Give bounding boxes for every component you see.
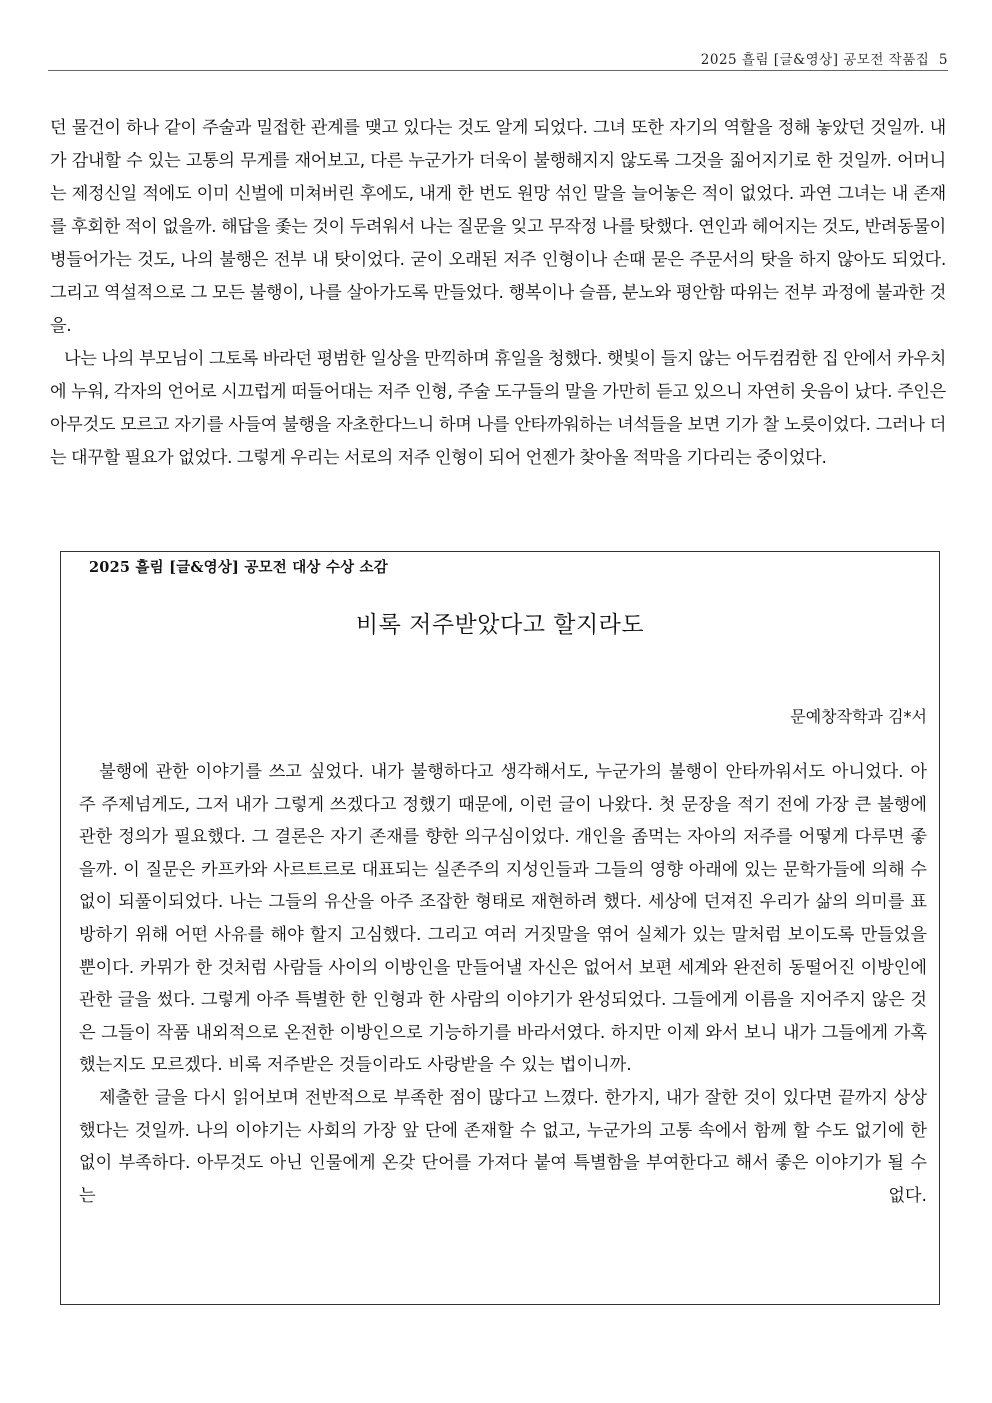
story-text	[50, 112, 946, 475]
award-essay-box	[60, 551, 940, 1305]
essay-section-label: 2025 흘림 [글&영상] 공모전 대상 수상 소감	[89, 559, 388, 576]
essay-paragraph: 제출한 글을 다시 읽어보며 전반적으로 부족한 점이 많다고 느꼈다. 한가지, 내가 잘한 것이 있다면 끝까지 상상했다는 것일까. 나의 이야기는 사회의 가장 앞 단에 존재할 수 없고, 누군가의 고통 속에서 함께 할 수도 없기에 한없이 부족하다. 아무것도 아닌 인물에게 온갖 단어를 가져다 붙여 특별함을 부여한다고 해서 좋은 이야기가 될 수는 없다.	[79, 1087, 927, 1206]
essay-title: 비록 저주받았다고 할지라도	[355, 612, 645, 638]
story-paragraph: 던 물건이 하나 같이 주술과 밀접한 관계를 맺고 있다는 것도 알게 되었다. 그녀 또한 자기의 역할을 정해 놓았던 것일까. 내가 감내할 수 있는 고통의 무게를 재어보고, 다른 누군가가 더욱이 불행해지지 않도록 그것을 짊어지기로 한 것일까. 어머니는 제정신일 적에도 이미 신벌에 미쳐버린 후에도, 내게 한 번도 원망 섞인 말을 늘어놓은 적이 없었다. 과연 그녀는 내 존재를 후회한 적이 없을까. 해답을 좇는 것이 두려워서 나는 질문을 잊고 무작정 나를 탓했다. 연인과 헤어지는 것도, 반려동물이 병들어가는 것도, 나의 불행은 전부 내 탓이었다. 굳이 오래된 저주 인형이나 손때 묻은 주문서의 탓을 하지 않아도 되었다. 그리고 역설적으로 그 모든 불행이, 나를 살아가도록 만들었다. 행복이나 슬픔, 분노와 평안함 따위는 전부 과정에 불과한 것을.	[50, 118, 946, 336]
running-title: 2025 흘림 [글&영상] 공모전 작품집	[700, 52, 930, 68]
page-number: 5	[938, 52, 948, 68]
essay-paragraph: 불행에 관한 이야기를 쓰고 싶었다. 내가 불행하다고 생각해서도, 누군가의 불행이 안타까워서도 아니었다. 아주 주제넘게도, 그저 내가 그렇게 쓰겠다고 정했기 때문에, 이런 글이 나왔다. 첫 문장을 적기 전에 가장 큰 불행에 관한 정의가 필요했다. 그 결론은 자기 존재를 향한 의구심이었다. 개인을 좀먹는 자아의 저주를 어떻게 다루면 좋을까. 이 질문은 카프카와 사르트르로 대표되는 실존주의 지성인들과 그들의 영향 아래에 있는 문학가들에 의해 수없이 되풀이되었다. 나는 그들의 유산을 아주 조잡한 형태로 재현하려 했다. 세상에 던져진 우리가 삶의 의미를 표방하기 위해 어떤 사유를 해야 할지 고심했다. 그리고 여러 거짓말을 엮어 실체가 있는 말처럼 보이도록 만들었을 뿐이다. 카뮈가 한 것처럼 사람들 사이의 이방인을 만들어낼 자신은 없어서 보편 세계와 완전히 동떨어진 이방인에 관한 글을 썼다. 그렇게 아주 특별한 한 인형과 한 사람의 이야기가 완성되었다. 그들에게 이름을 지어주지 않은 것은 그들이 작품 내외적으로 온전한 이방인으로 기능하기를 바라서였다. 하지만 이제 와서 보니 내가 그들에게 가혹했는지도 모르겠다. 비록 저주받은 것들이라도 사랑받을 수 있는 법이니까.	[79, 762, 927, 1076]
running-header	[48, 48, 948, 68]
header-divider	[48, 70, 948, 71]
essay-text	[79, 756, 927, 1212]
story-paragraph: 나는 나의 부모님이 그토록 바라던 평범한 일상을 만끽하며 휴일을 청했다. 햇빛이 들지 않는 어두컴컴한 집 안에서 카우치에 누워, 각자의 언어로 시끄럽게 떠들어대는 저주 인형, 주술 도구들의 말을 가만히 듣고 있으니 자연히 웃음이 났다. 주인은 아무것도 모르고 자기를 사들여 불행을 자초한다느니 하며 나를 안타까워하는 녀석들을 보면 기가 찰 노릇이었다. 그러나 더는 대꾸할 필요가 없었다. 그렇게 우리는 서로의 저주 인형이 되어 언젠가 찾아올 적막을 기다리는 중이었다.	[50, 349, 946, 468]
essay-author: 문예창작학과 김*서	[790, 707, 927, 726]
